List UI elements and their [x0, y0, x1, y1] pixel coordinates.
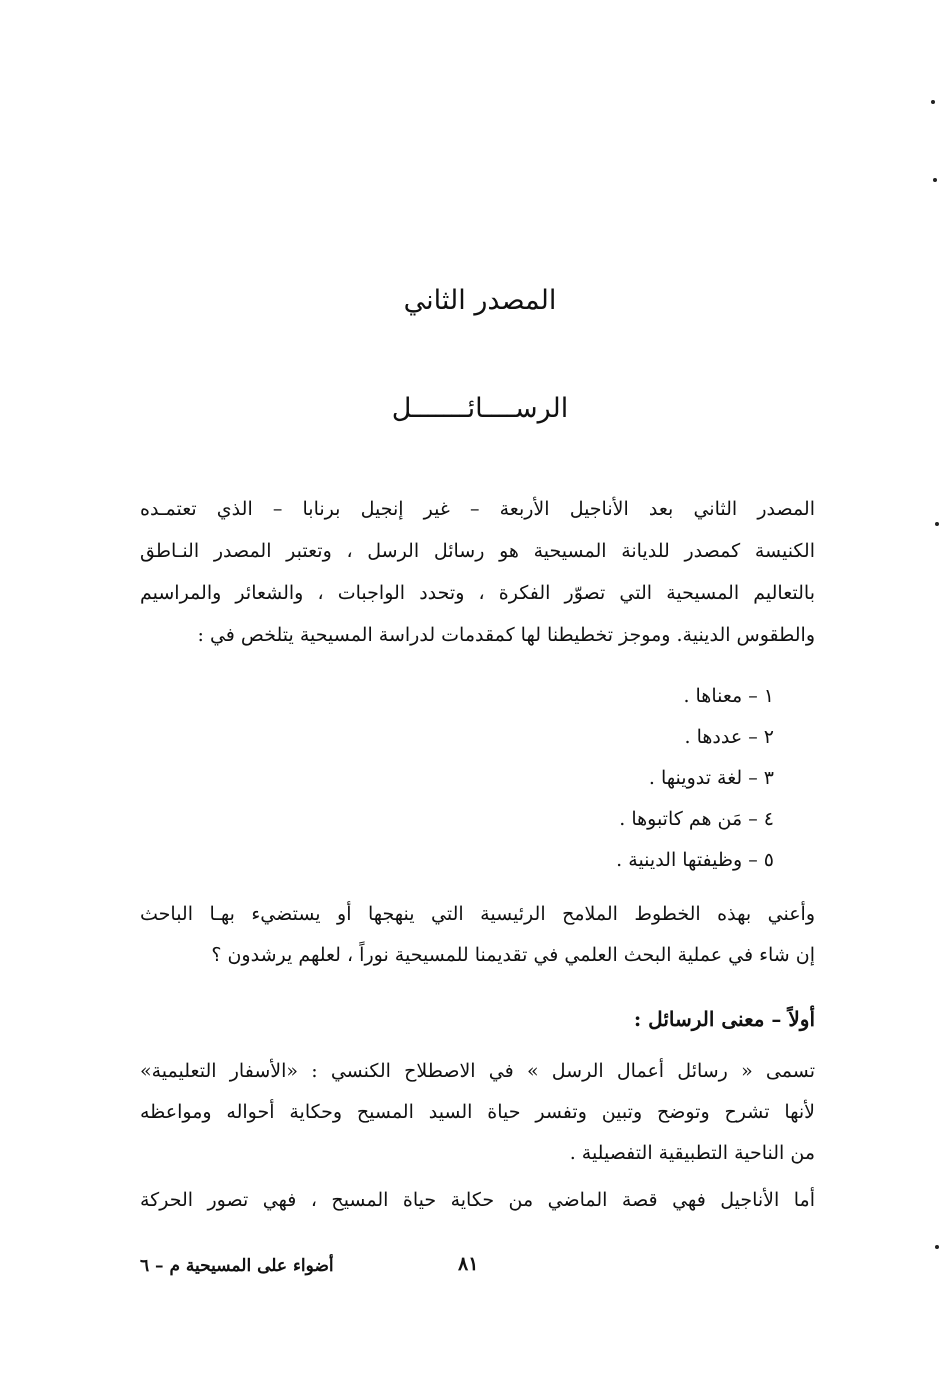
intro-line: بالتعاليم المسيحية التي تصوّر الفكرة ، وتحدد الواجبات ، والشعائر والمراسيم: [140, 582, 815, 604]
scan-speck: [935, 522, 939, 526]
intro-line: المصدر الثاني بعد الأناجيل الأربعة – غير إنجيل برنابا – الذي تعتمـده: [140, 498, 815, 520]
chapter-subtitle: الرســــائـــــــل: [391, 393, 569, 424]
page-number: ٨١: [458, 1253, 479, 1275]
intro-line: والطقوس الدينية. وموجز تخطيطنا لها كمقدمات لدراسة المسيحية يتلخص في :: [197, 624, 815, 646]
para-line: تسمى « رسائل أعمال الرسل » في الاصطلاح الكنسي : «الأسفار التعليمية»: [140, 1060, 815, 1082]
para-line: إن شاء في عملية البحث العلمي في تقديمنا للمسيحية نوراً ، لعلهم يرشدون ؟: [211, 944, 815, 966]
para-line: لأنها تشرح وتوضح وتبين وتفسر حياة السيد المسيح وحكاية أحواله ومواعظه: [140, 1101, 815, 1123]
list-item: ٣ – لغة تدوينها .: [648, 767, 774, 789]
para-line: من الناحية التطبيقية التفصيلية .: [569, 1142, 815, 1164]
list-item: ٢ – عددها .: [684, 726, 774, 748]
intro-line: الكنيسة كمصدر للديانة المسيحية هو رسائل الرسل ، وتعتبر المصدر النـاطق: [140, 540, 815, 562]
outline-list: [616, 676, 774, 881]
chapter-title: المصدر الثاني: [403, 285, 557, 316]
list-item: ٥ – وظيفتها الدينية .: [616, 849, 774, 871]
book-signature: أضواء على المسيحية م – ٦: [140, 1256, 334, 1276]
scan-speck: [935, 1245, 939, 1249]
scan-speck: [933, 178, 937, 182]
section-heading: أولاً – معنى الرسائل :: [633, 1007, 815, 1031]
para-line: أما الأناجيل فهي قصة الماضي من حكاية حياة المسيح ، فهي تصور الحركة: [140, 1189, 815, 1211]
para-line: وأعني بهذه الخطوط الملامح الرئيسية التي ينهجها أو يستضيء بهـا الباحث: [140, 903, 815, 925]
scan-speck: [931, 100, 935, 104]
list-item: ١ – معناها .: [683, 685, 774, 707]
list-item: ٤ – مَن هم كاتبوها .: [619, 808, 774, 830]
